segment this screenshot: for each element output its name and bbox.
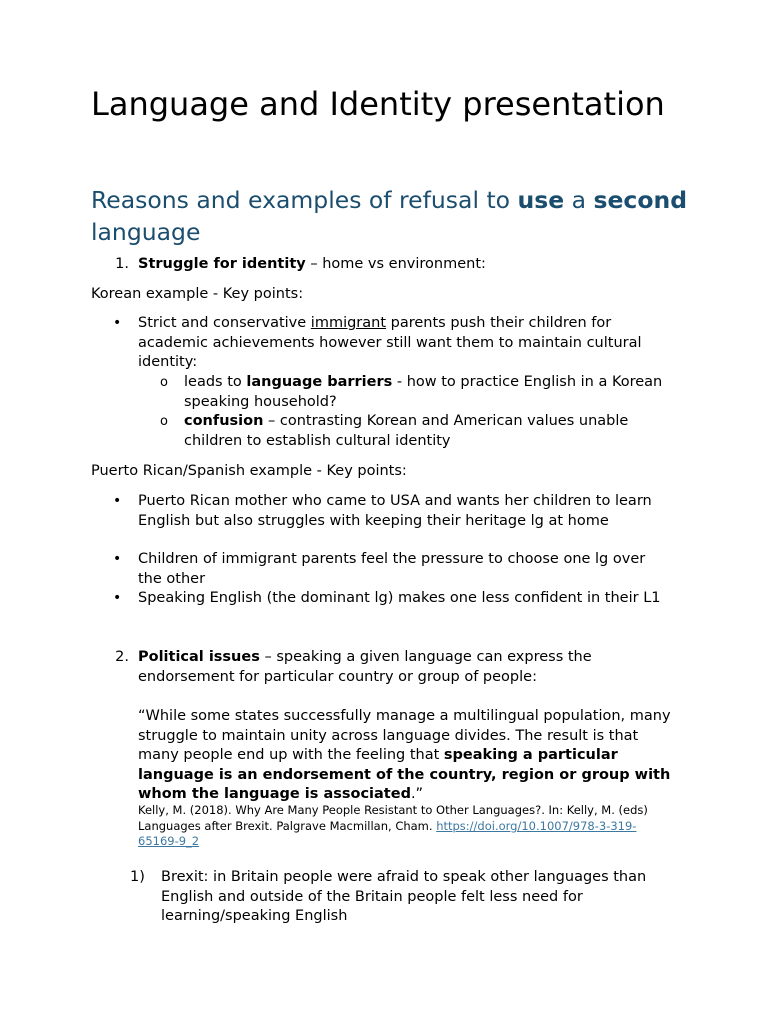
sub-bullet-marker: o [160, 375, 168, 390]
sub-bullet-marker: o [160, 414, 168, 429]
list-item: Strict and conservative immigrant parents push their children for academic achievements however still want them to maintain cultural identity: [138, 315, 642, 371]
brexit-item: Brexit: in Britain people were afraid to speak other languages than English and outside of the Britain people felt less need for learning/speaking English [161, 869, 647, 925]
list-number: 1) [130, 869, 145, 885]
doi-link[interactable]: https://doi.org/10.1007/978-3-319-65169-9_2 [138, 818, 637, 849]
list-number: 2. [115, 649, 129, 665]
bullet-marker: • [113, 590, 122, 606]
korean-heading: Korean example - Key points: [91, 286, 304, 302]
numbered-item-struggle: Struggle for identity – home vs environment: [138, 256, 486, 272]
list-item: Speaking English (the dominant lg) makes one less confident in their L1 [138, 590, 661, 606]
bullet-marker: • [113, 551, 122, 567]
bullet-marker: • [113, 493, 122, 509]
list-number: 1. [115, 256, 129, 272]
document-title: Language and Identity presentation [91, 85, 665, 123]
puerto-rican-heading: Puerto Rican/Spanish example - Key points: [91, 463, 407, 479]
sub-list-item: confusion – contrasting Korean and American values unable children to establish cultural identity [184, 413, 629, 449]
sub-list-item: leads to language barriers - how to practice English in a Korean speaking household? [184, 374, 663, 410]
numbered-item-political: Political issues – speaking a given language can express the endorsement for particular country or group of people: [138, 649, 592, 685]
list-item: Children of immigrant parents feel the pressure to choose one lg over the other [138, 551, 646, 587]
section-heading: Reasons and examples of refusal to use a second language [91, 186, 688, 246]
bullet-marker: • [113, 315, 122, 331]
citation: Kelly, M. (2018). Why Are Many People Resistant to Other Languages?. In: Kelly, M. (eds) Languages after Brexit. Palgrave Macmillan, Cham. https://doi.org/10.1007/978-3-319-65169-9_2 [138, 803, 648, 849]
quote-block: “While some states successfully manage a multilingual population, many struggle to maintain unity across language divides. The result is that many people end up with the feeling that speaking a particular language is an endorsement of the country, region or group with whom the language is associated.” [138, 708, 671, 803]
list-item: Puerto Rican mother who came to USA and wants her children to learn English but also struggles with keeping their heritage lg at home [138, 493, 652, 529]
